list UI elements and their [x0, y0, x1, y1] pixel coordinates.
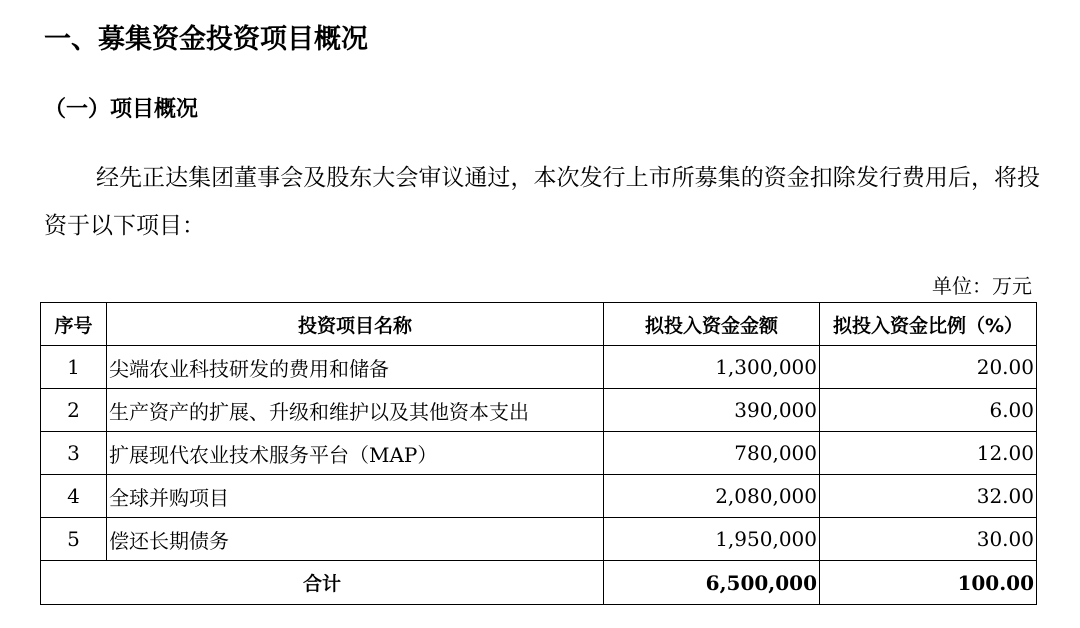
header-amount: 拟投入资金金额	[604, 303, 820, 346]
table-row	[41, 475, 1037, 518]
cell-ratio: 30.00	[820, 518, 1037, 561]
total-ratio: 100.00	[820, 561, 1037, 605]
cell-amount: 780,000	[604, 432, 820, 475]
investment-table	[40, 302, 1037, 605]
table-row	[41, 346, 1037, 389]
subsection-heading: （一）项目概况	[44, 97, 199, 122]
cell-ratio: 20.00	[820, 346, 1037, 389]
table-row	[41, 518, 1037, 561]
cell-project-name: 扩展现代农业技术服务平台（MAP）	[107, 432, 604, 475]
cell-seq: 3	[41, 432, 107, 475]
cell-project-name: 全球并购项目	[107, 475, 604, 518]
cell-amount: 390,000	[604, 389, 820, 432]
section-heading: 一、募集资金投资项目概况	[44, 24, 368, 55]
cell-amount: 1,950,000	[604, 518, 820, 561]
total-label: 合计	[41, 561, 604, 605]
header-project-name: 投资项目名称	[107, 303, 604, 346]
cell-ratio: 6.00	[820, 389, 1037, 432]
table-header-row	[41, 303, 1037, 346]
header-seq: 序号	[41, 303, 107, 346]
cell-amount: 2,080,000	[604, 475, 820, 518]
cell-seq: 1	[41, 346, 107, 389]
cell-amount: 1,300,000	[604, 346, 820, 389]
table-total-row	[41, 561, 1037, 605]
cell-seq: 5	[41, 518, 107, 561]
cell-project-name: 生产资产的扩展、升级和维护以及其他资本支出	[107, 389, 604, 432]
cell-seq: 4	[41, 475, 107, 518]
cell-project-name: 偿还长期债务	[107, 518, 604, 561]
total-amount: 6,500,000	[604, 561, 820, 605]
header-ratio: 拟投入资金比例（%）	[820, 303, 1037, 346]
cell-seq: 2	[41, 389, 107, 432]
body-paragraph: 经先正达集团董事会及股东大会审议通过，本次发行上市所募集的资金扣除发行费用后，将投资于以下项目：	[44, 165, 1040, 239]
table-row	[41, 432, 1037, 475]
unit-label: 单位：万元	[932, 274, 1032, 298]
cell-project-name: 尖端农业科技研发的费用和储备	[107, 346, 604, 389]
cell-ratio: 32.00	[820, 475, 1037, 518]
cell-ratio: 12.00	[820, 432, 1037, 475]
table-row	[41, 389, 1037, 432]
